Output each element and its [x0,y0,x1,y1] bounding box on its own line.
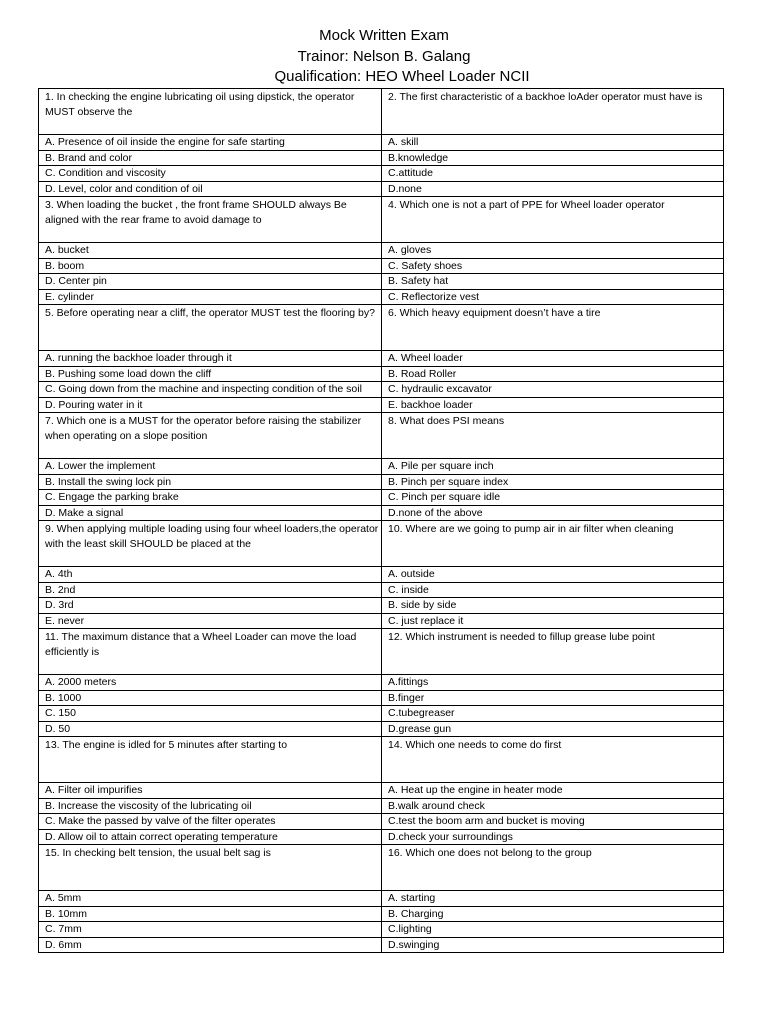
question-right: 10. Where are we going to pump air in air filter when cleaning [382,521,724,567]
option-left: C. Make the passed by valve of the filter operates [39,814,382,830]
option-row [39,150,724,166]
option-right: A. starting [382,891,724,907]
option-left: B. 2nd [39,582,382,598]
option-right: C.test the boom arm and bucket is moving [382,814,724,830]
option-row [39,675,724,691]
option-row [39,258,724,274]
option-right: B. Charging [382,906,724,922]
option-right: A. Wheel loader [382,351,724,367]
option-row [39,289,724,305]
option-right: C. inside [382,582,724,598]
option-left: C. Going down from the machine and inspecting condition of the soil [39,382,382,398]
option-right: C. Reflectorize vest [382,289,724,305]
question-left: 5. Before operating near a cliff, the operator MUST test the flooring by? [39,305,382,351]
option-right: D.grease gun [382,721,724,737]
option-right: A. Pile per square inch [382,459,724,475]
option-row [39,891,724,907]
option-right: C. just replace it [382,613,724,629]
question-right: 4. Which one is not a part of PPE for Wheel loader operator [382,197,724,243]
option-row [39,582,724,598]
option-left: E. cylinder [39,289,382,305]
option-row [39,706,724,722]
option-row [39,567,724,583]
option-left: A. Filter oil impurifies [39,783,382,799]
question-right: 16. Which one does not belong to the group [382,845,724,891]
option-row [39,598,724,614]
option-row [39,181,724,197]
option-left: D. Allow oil to attain correct operating temperature [39,829,382,845]
question-row [39,629,724,675]
option-row [39,490,724,506]
option-left: E. never [39,613,382,629]
option-row [39,397,724,413]
option-right: C.tubegreaser [382,706,724,722]
option-row [39,243,724,259]
question-row [39,737,724,783]
option-left: D. Pouring water in it [39,397,382,413]
option-row [39,829,724,845]
exam-title: Mock Written Exam [319,27,449,44]
question-left: 11. The maximum distance that a Wheel Loader can move the load efficiently is [39,629,382,675]
option-left: D. 6mm [39,937,382,953]
question-right: 12. Which instrument is needed to fillup grease lube point [382,629,724,675]
option-right: C.attitude [382,166,724,182]
option-right: A. Heat up the engine in heater mode [382,783,724,799]
question-right: 6. Which heavy equipment doesn’t have a tire [382,305,724,351]
option-left: D. Center pin [39,274,382,290]
question-row [39,197,724,243]
exam-table [38,88,724,953]
qualification-line: Qualification: HEO Wheel Loader NCII [274,68,530,85]
option-row [39,366,724,382]
question-right: 8. What does PSI means [382,413,724,459]
option-left: A. Presence of oil inside the engine for safe starting [39,135,382,151]
option-row [39,459,724,475]
option-right: A. outside [382,567,724,583]
option-right: B.knowledge [382,150,724,166]
question-left: 13. The engine is idled for 5 minutes after starting to [39,737,382,783]
option-right: B.finger [382,690,724,706]
option-right: B. Road Roller [382,366,724,382]
option-left: D. 3rd [39,598,382,614]
option-right: C. hydraulic excavator [382,382,724,398]
option-right: B.walk around check [382,798,724,814]
exam-header [0,26,768,88]
option-left: B. 1000 [39,690,382,706]
option-row [39,166,724,182]
option-right: A. skill [382,135,724,151]
option-left: A. 4th [39,567,382,583]
option-row [39,505,724,521]
option-right: A.fittings [382,675,724,691]
option-left: C. Condition and viscosity [39,166,382,182]
option-left: C. 7mm [39,922,382,938]
option-right: D.check your surroundings [382,829,724,845]
option-right: D.none [382,181,724,197]
option-left: A. bucket [39,243,382,259]
option-row [39,814,724,830]
option-left: A. running the backhoe loader through it [39,351,382,367]
option-left: C. Engage the parking brake [39,490,382,506]
question-row [39,413,724,459]
option-row [39,937,724,953]
option-right: B. Safety hat [382,274,724,290]
option-right: C. Safety shoes [382,258,724,274]
option-right: D.swinging [382,937,724,953]
option-row [39,798,724,814]
option-row [39,721,724,737]
option-right: E. backhoe loader [382,397,724,413]
option-left: A. Lower the implement [39,459,382,475]
option-left: D. Make a signal [39,505,382,521]
option-right: B. Pinch per square index [382,474,724,490]
question-row [39,521,724,567]
question-left: 15. In checking belt tension, the usual belt sag is [39,845,382,891]
question-row [39,305,724,351]
option-row [39,783,724,799]
option-left: B. 10mm [39,906,382,922]
question-left: 7. Which one is a MUST for the operator before raising the stabilizer when operating on a slope position [39,413,382,459]
question-right: 14. Which one needs to come do first [382,737,724,783]
trainor-line: Trainor: Nelson B. Galang [297,47,471,65]
option-left: B. Install the swing lock pin [39,474,382,490]
option-right: D.none of the above [382,505,724,521]
option-right: C. Pinch per square idle [382,490,724,506]
option-left: D. 50 [39,721,382,737]
option-left: A. 5mm [39,891,382,907]
question-left: 9. When applying multiple loading using four wheel loaders,the operator with the least skill SHOULD be placed at the [39,521,382,567]
option-left: B. boom [39,258,382,274]
option-right: B. side by side [382,598,724,614]
option-left: B. Brand and color [39,150,382,166]
question-left: 3. When loading the bucket , the front frame SHOULD always Be aligned with the rear frame to avoid damage to [39,197,382,243]
option-row [39,690,724,706]
question-left: 1. In checking the engine lubricating oil using dipstick, the operator MUST observe the [39,89,382,135]
option-left: D. Level, color and condition of oil [39,181,382,197]
option-left: B. Pushing some load down the cliff [39,366,382,382]
option-right: A. gloves [382,243,724,259]
question-row [39,845,724,891]
option-left: B. Increase the viscosity of the lubricating oil [39,798,382,814]
question-right: 2. The first characteristic of a backhoe loAder operator must have is [382,89,724,135]
option-row [39,135,724,151]
question-row [39,89,724,135]
option-row [39,382,724,398]
option-left: C. 150 [39,706,382,722]
option-row [39,274,724,290]
option-row [39,906,724,922]
option-row [39,613,724,629]
option-left: A. 2000 meters [39,675,382,691]
option-row [39,474,724,490]
option-right: C.lighting [382,922,724,938]
option-row [39,351,724,367]
option-row [39,922,724,938]
